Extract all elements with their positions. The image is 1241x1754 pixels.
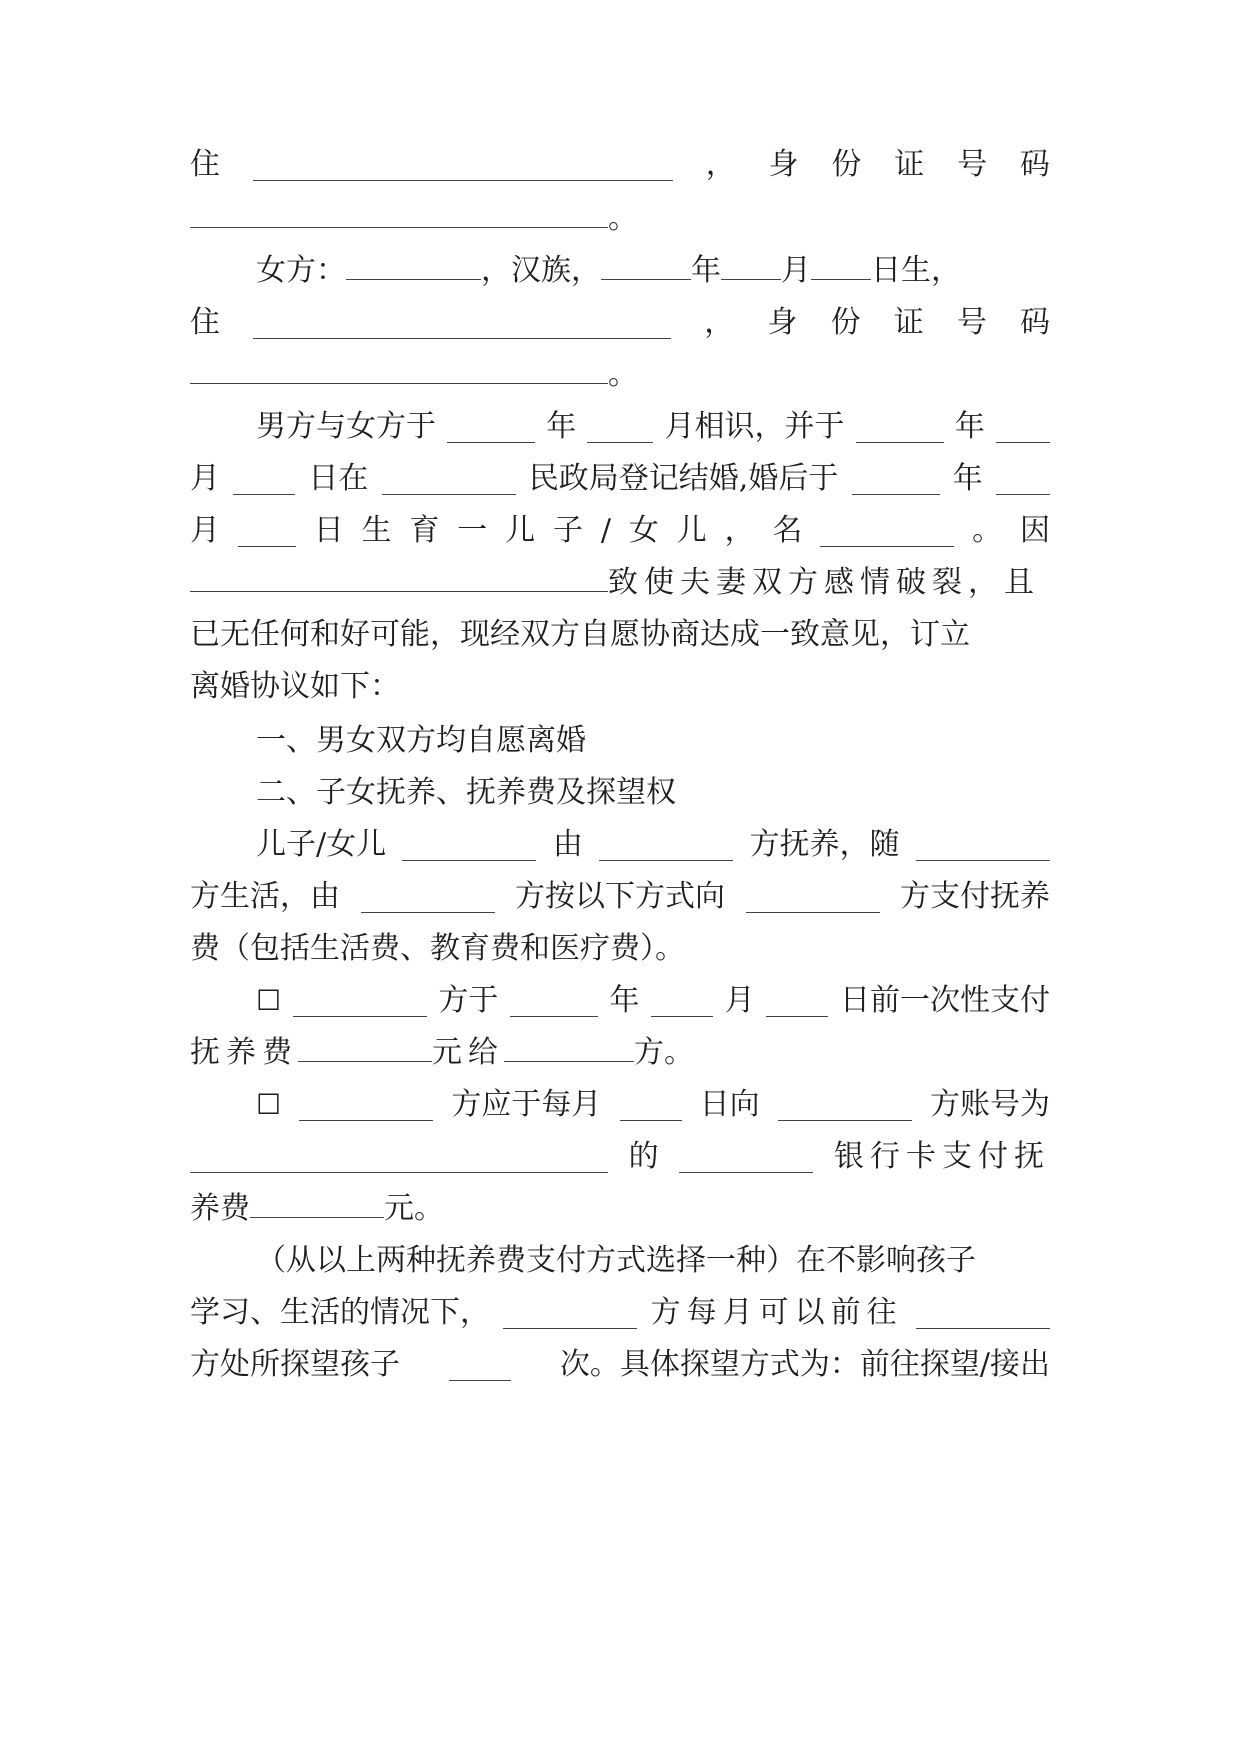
text-yuan: 元。 [384,1191,444,1226]
woman-id-number-line [190,350,1050,400]
payee-party-blank[interactable] [746,881,880,914]
text-slash: / [600,513,611,548]
text-ming: 名 [772,513,803,548]
civil-affairs-bureau-blank[interactable] [382,463,516,496]
support-payment-line [190,872,1050,922]
text-choose-one: （从以上两种抚养费支付方式选择一种）在不影响孩子 [256,1243,976,1278]
text-yu: 育 [409,513,440,548]
man-id-number-line [190,194,1050,244]
text-month: 月 [190,461,220,496]
text-bank-card: 银行卡支付抚 [833,1139,1050,1174]
text-address-label: 住 [190,305,220,340]
man-id-number-blank[interactable] [190,196,608,229]
text-clause-2: 二、子女抚养、抚养费及探望权 [256,775,676,810]
text-day: 日 [313,513,344,548]
text-support-fee: 抚养费 [190,1035,298,1070]
child-birth-year-blank[interactable] [852,463,940,496]
text-monthly-visit: 方每月可以前往 [650,1295,903,1330]
text-period: 。 [608,201,638,236]
text-year: 年 [691,253,721,288]
woman-birth-day-blank[interactable] [811,248,871,281]
text-year: 年 [609,983,640,1018]
support-fee-desc-line [190,924,1050,974]
text-by: 由 [552,827,583,862]
text-period: 。 [608,357,638,392]
lump-sum-amount-line [190,1028,1050,1078]
text-yin: 因 [1020,513,1050,548]
text-id-4: 号 [957,147,988,182]
visit-times-blank[interactable] [449,1349,511,1382]
text-relationship-broken: 致使夫妻双方感情破裂，且 [608,565,1040,600]
text-month: 月 [190,513,220,548]
woman-birth-month-blank[interactable] [721,248,781,281]
woman-name-blank[interactable] [346,248,481,281]
text-woman-label: 女方： [256,253,346,288]
acquaintance-line [256,402,1050,452]
visitation-line [190,1288,1050,1338]
text-support-fee2: 养费 [190,1191,250,1226]
lump-sum-day-blank[interactable] [766,985,828,1018]
custodian-party-blank[interactable] [599,829,733,862]
text-id-2: 份 [831,147,862,182]
met-year-blank[interactable] [447,411,535,444]
text-ethnicity: ，汉族， [481,253,601,288]
monthly-amount-blank[interactable] [250,1186,384,1219]
child-birth-line [190,506,1050,556]
marriage-month-blank[interactable] [996,411,1050,444]
text-pay-support: 方支付抚养 [900,879,1050,914]
text-pay-to: 方按以下方式向 [515,879,725,914]
text-month: 月 [724,983,755,1018]
visited-party-blank[interactable] [916,1297,1050,1330]
text-id-2: 份 [830,305,861,340]
living-with-party-blank[interactable] [916,829,1050,862]
agreement-intro-line [190,662,1050,712]
text-id-3: 证 [894,147,925,182]
text-met-month: 月相识，并于 [664,409,845,444]
man-address-id-line [190,140,1050,190]
text-month: 月 [781,253,811,288]
met-month-blank[interactable] [587,411,653,444]
text-yi: 一 [457,513,488,548]
text-comma: ， [705,147,736,182]
text-born: 日生， [871,253,961,288]
lump-sum-month-blank[interactable] [651,985,713,1018]
payer-party-blank[interactable] [361,881,495,914]
text-visit-method: 次。具体探望方式为：前往探望/接出 [559,1347,1050,1382]
text-yuan-to: 元给 [432,1035,504,1070]
text-comma: ， [724,513,755,548]
marriage-registration-line [190,454,1050,504]
lump-sum-party-blank[interactable] [293,985,427,1018]
text-clause-1: 一、男女双方均自愿离婚 [256,723,586,758]
text-year: 年 [952,461,983,496]
text-day-to: 日向 [699,1087,760,1122]
text-id-3: 证 [893,305,924,340]
divorce-reason-blank[interactable] [190,560,608,593]
monthly-option-line [256,1080,1050,1130]
woman-address-blank[interactable] [253,307,671,340]
text-account: 方账号为 [929,1087,1050,1122]
text-registered: 民政局登记结婚,婚后于 [528,461,839,496]
monthly-day-blank[interactable] [620,1089,682,1122]
text-year: 年 [954,409,985,444]
clause-2-heading [256,768,1050,818]
lump-sum-checkbox[interactable]: ☐ [256,984,282,1017]
child-birth-month-blank[interactable] [996,463,1050,496]
bank-account-line [190,1132,1050,1182]
woman-address-id-line [190,298,1050,348]
text-zi: 子 [553,513,584,548]
text-agreement-intro: 离婚协议如下： [190,669,400,704]
text-id-1: 身 [768,147,799,182]
text-of: 的 [628,1139,659,1174]
text-sheng: 生 [361,513,392,548]
text-id-1: 身 [767,305,798,340]
payment-choice-line [256,1236,1050,1286]
lump-sum-year-blank[interactable] [510,985,598,1018]
child-birth-day-blank[interactable] [238,515,296,548]
child-name-blank[interactable] [820,515,954,548]
text-fee-desc: 费（包括生活费、教育费和医疗费）。 [190,931,685,966]
lump-sum-recipient-blank[interactable] [504,1030,634,1063]
man-address-blank[interactable] [253,149,673,182]
text-id-4: 号 [956,305,987,340]
text-party-at: 方于 [438,983,499,1018]
child-blank[interactable] [402,829,536,862]
text-monthly: 方应于每月 [451,1087,602,1122]
bank-name-blank[interactable] [679,1141,813,1174]
lump-sum-amount-blank[interactable] [298,1030,432,1063]
text-nv: 女 [628,513,659,548]
text-son-daughter: 儿子/女儿 [256,827,387,862]
agreement-line [190,610,1050,660]
bank-account-blank[interactable] [190,1141,608,1174]
custody-line [256,820,1050,870]
text-period: 。 [972,513,1003,548]
marriage-day-blank[interactable] [233,463,295,496]
woman-birth-year-blank[interactable] [601,248,691,281]
text-er2: 儿 [676,513,707,548]
text-agreement: 已无任何和好可能，现经双方自愿协商达成一致意见，订立 [190,617,970,652]
text-day-at: 日在 [308,461,369,496]
lump-sum-option-line [256,976,1050,1026]
monthly-payer-blank[interactable] [299,1089,433,1122]
woman-id-number-blank[interactable] [190,352,608,385]
text-before-pay: 日前一次性支付 [839,983,1050,1018]
monthly-amount-line [190,1184,1050,1234]
divorce-reason-line [190,558,1050,608]
text-party-end: 方。 [634,1035,694,1070]
text-live-by: 方生活，由 [190,879,340,914]
text-comma: ， [704,305,735,340]
text-year: 年 [546,409,577,444]
text-address-label: 住 [190,147,220,182]
text-met: 男方与女方于 [256,409,436,444]
text-raise: 方抚养，随 [749,827,900,862]
text-er: 儿 [505,513,536,548]
marriage-year-blank[interactable] [856,411,944,444]
monthly-checkbox[interactable]: ☐ [256,1088,282,1121]
monthly-payee-blank[interactable] [778,1089,912,1122]
woman-info-line [256,246,1050,296]
visiting-party-blank[interactable] [503,1297,637,1330]
visitation-method-line [190,1340,1050,1390]
text-without-affecting: 学习、生活的情况下， [190,1295,490,1330]
text-id-5: 码 [1019,147,1050,182]
text-visit-child: 方处所探望孩子 [190,1347,400,1382]
clause-1-heading [256,716,1050,766]
text-id-5: 码 [1019,305,1050,340]
